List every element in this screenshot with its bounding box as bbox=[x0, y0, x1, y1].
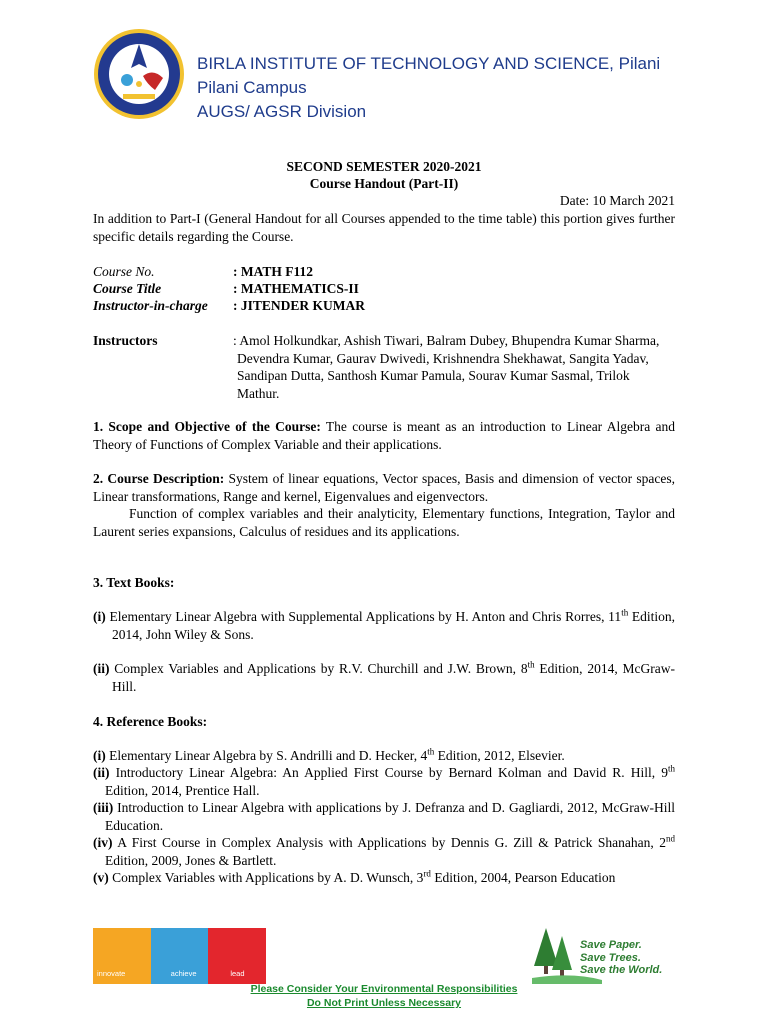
reference-num: (iv) bbox=[93, 835, 113, 850]
reference-text: Introduction to Linear Algebra with applications by J. Defranza and D. Gagliardi, 2012, McGraw-Hill Education. bbox=[105, 800, 675, 833]
reference-text: Complex Variables with Applications by A. D. Wunsch, 3 bbox=[112, 870, 424, 885]
intro-paragraph: In addition to Part-I (General Handout for all Courses appended to the time table) this portion gives further specific details regarding the Course. bbox=[93, 211, 675, 244]
description-section bbox=[93, 470, 675, 505]
reference-text-end: Edition, 2012, Elsevier. bbox=[434, 748, 565, 763]
reference-text: A First Course in Complex Analysis with Applications by Dennis G. Zill & Patrick Shanahan, 2 bbox=[117, 835, 666, 850]
textbook-sup: th bbox=[527, 659, 535, 670]
reference-item-3 bbox=[93, 799, 675, 834]
reference-item-5 bbox=[93, 869, 675, 887]
institute-name: BIRLA INSTITUTE OF TECHNOLOGY AND SCIENCE, Pilani bbox=[197, 54, 661, 73]
reference-item-2 bbox=[93, 764, 675, 799]
textbook-sup: th bbox=[621, 607, 629, 618]
banner-word: lead bbox=[230, 969, 245, 978]
references-heading: 4. Reference Books: bbox=[93, 714, 208, 729]
environment-note: Please Consider Your Environmental Responsibilities bbox=[250, 983, 518, 995]
reference-text-end: Edition, 2014, Prentice Hall. bbox=[105, 782, 260, 798]
slogan-line: Save Trees. bbox=[580, 951, 641, 964]
reference-text-end: Edition, 2009, Jones & Bartlett. bbox=[105, 852, 277, 868]
course-no-value: : MATH F112 bbox=[233, 264, 313, 279]
bits-logo bbox=[93, 28, 185, 120]
print-note: Do Not Print Unless Necessary bbox=[306, 997, 462, 1009]
textbook-text: Complex Variables and Applications by R.V. Churchill and J.W. Brown, 8 bbox=[114, 661, 528, 676]
reference-sup: th bbox=[427, 746, 435, 757]
course-title-value: : MATHEMATICS-II bbox=[233, 281, 359, 296]
reference-num: (v) bbox=[93, 870, 109, 885]
institute-header bbox=[197, 52, 660, 124]
banner-word: achieve bbox=[170, 969, 197, 978]
banner-block-achieve bbox=[151, 928, 209, 984]
reference-num: (iii) bbox=[93, 800, 114, 815]
reference-num: (i) bbox=[93, 748, 106, 763]
description-heading: 2. Course Description: bbox=[93, 471, 225, 486]
reference-text-end: Edition, 2004, Pearson Education bbox=[430, 870, 616, 885]
instructor-in-charge-row bbox=[93, 297, 365, 315]
instructor-in-charge-label: Instructor-in-charge bbox=[93, 298, 208, 313]
textbook-item-2 bbox=[93, 660, 675, 695]
course-no-label: Course No. bbox=[93, 264, 155, 279]
reference-sup: th bbox=[667, 763, 675, 774]
innovate-achieve-lead-banner bbox=[93, 928, 266, 984]
textbook-text-end: Edition, 2014, John Wiley & Sons. bbox=[112, 609, 676, 642]
scope-text: The course is meant as an introduction to Linear Algebra and Theory of Functions of Complex Variable and their applications. bbox=[93, 419, 675, 452]
description-text-2: Function of complex variables and their analyticity, Elementary functions, Integration, Taylor and Laurent series expansions, Calculus of residues and its applications. bbox=[93, 506, 675, 539]
slogan-line: Save Paper. bbox=[580, 939, 642, 951]
instructor-in-charge-value: : JITENDER KUMAR bbox=[233, 298, 366, 313]
textbook-text-end: Edition, 2014, McGraw-Hill. bbox=[112, 661, 675, 694]
instructors-list: : Amol Holkundkar, Ashish Tiwari, Balram Dubey, Bhupendra Kumar Sharma, Devendra Kumar, Gaurav Dwivedi, Krishnendra Shekhawat, Sangita Yadav, Sandipan Dutta, Santhosh Kumar Pamula, Sourav Kumar Sasmal, Trilok Mathur. bbox=[233, 333, 660, 401]
banner-block-lead bbox=[208, 928, 266, 984]
division-name: AUGS/ AGSR Division bbox=[197, 102, 367, 121]
handout-date: Date: 10 March 2021 bbox=[559, 193, 675, 208]
course-title-row bbox=[93, 280, 359, 298]
reference-text: Introductory Linear Algebra: An Applied First Course by Bernard Kolman and David R. Hill, 9 bbox=[115, 765, 668, 780]
reference-sup: nd bbox=[666, 833, 675, 844]
course-no-row bbox=[93, 263, 313, 281]
textbook-num: (i) bbox=[93, 609, 106, 624]
banner-word: innovate bbox=[97, 969, 126, 978]
course-title-label: Course Title bbox=[93, 281, 162, 296]
textbook-text: Elementary Linear Algebra with Supplemental Applications by H. Anton and Chris Rorres, 11 bbox=[109, 609, 622, 624]
description-text-1: System of linear equations, Vector spaces, Basis and dimension of vector spaces, Linear transformations, Range and kernel, Eigenvalues and eigenvectors. bbox=[93, 471, 675, 504]
campus-name: Pilani Campus bbox=[197, 78, 307, 97]
save-paper-slogan bbox=[580, 939, 662, 977]
reference-item-4 bbox=[93, 834, 675, 869]
scope-section bbox=[93, 418, 675, 453]
semester-title: SECOND SEMESTER 2020-2021 bbox=[286, 159, 482, 174]
reference-item-1 bbox=[93, 747, 675, 765]
reference-sup: rd bbox=[423, 868, 431, 879]
slogan-line: Save the World. bbox=[580, 964, 663, 976]
scope-heading: 1. Scope and Objective of the Course: bbox=[93, 419, 321, 434]
textbook-num: (ii) bbox=[93, 661, 110, 676]
reference-num: (ii) bbox=[93, 765, 110, 780]
textbooks-heading: 3. Text Books: bbox=[93, 575, 175, 590]
handout-title: Course Handout (Part-II) bbox=[309, 176, 459, 191]
textbook-item-1 bbox=[93, 608, 675, 643]
banner-block-innovate bbox=[93, 928, 151, 984]
instructors-label: Instructors bbox=[93, 333, 158, 348]
reference-text: Elementary Linear Algebra by S. Andrilli and D. Hecker, 4 bbox=[109, 748, 428, 763]
